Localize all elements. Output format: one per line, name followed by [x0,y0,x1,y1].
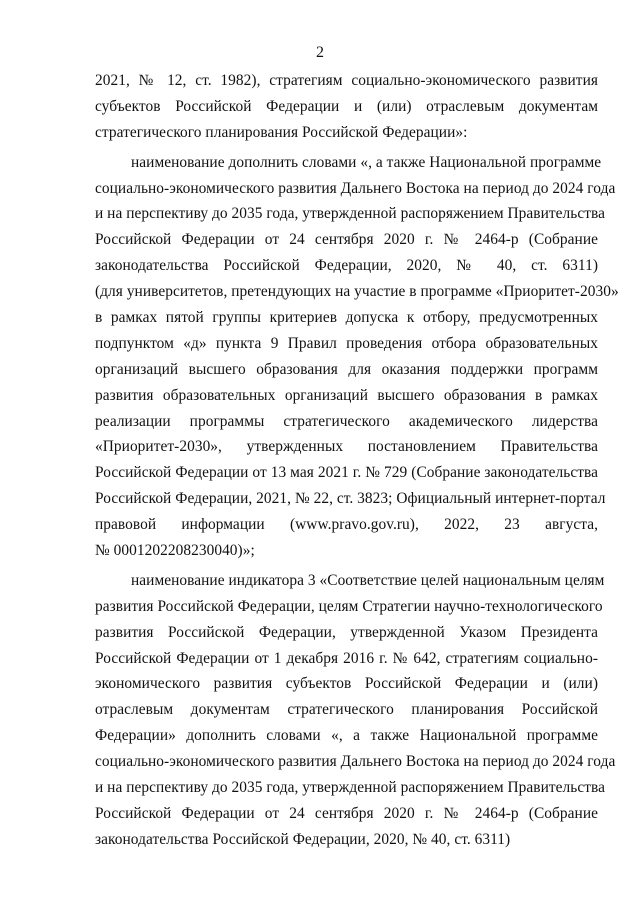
text-line: субъектов Российской Федерации и (или) отраслевым документам [95,97,598,115]
text-line: 2021, № 12, ст. 1982), стратегиям социально-экономического развития [95,72,598,89]
text-line: развития образовательных организаций высшего образования в рамках [95,386,598,404]
text-line: подпунктом «д» пункта 9 Правил проведения отбора образовательных [95,334,598,352]
text-line: социально-экономического развития Дальнего Востока на период до 2024 года [95,753,616,771]
text-line: правовой информации (www.pravo.gov.ru), 2022, 23 августа, [95,516,598,534]
text-line: и на перспективу до 2035 года, утвержденной распоряжением Правительства [95,779,606,797]
text-line: и на перспективу до 2035 года, утвержденной распоряжением Правительства [95,205,606,223]
text-line: законодательства Российской Федерации, 2020, № 40, ст. 6311) [95,830,511,848]
text-line: наименование индикатора 3 «Соответствие целей национальным целям [131,571,605,589]
text-line: «Приоритет-2030», утвержденных постановлением Правительства [95,438,598,456]
text-line: Российской Федерации от 24 сентября 2020 г. № 2464-р (Собрание [95,231,598,249]
text-line: законодательства Российской Федерации, 2020, № 40, ст. 6311) [95,257,598,275]
text-line: развития Российской Федерации, утвержденной Указом Президента [95,623,598,641]
text-line: отраслевым документам стратегического планирования Российской [95,701,598,719]
text-line: № 0001202208230040)»; [95,542,255,560]
text-line: Российской Федерации от 1 декабря 2016 г. № 642, стратегиям социально- [95,649,598,667]
text-line: в рамках пятой группы критериев допуска к отбору, предусмотренных [95,309,598,327]
text-line: развития Российской Федерации, целям Стратегии научно-технологического [95,597,603,615]
text-line: (для университетов, претендующих на участие в программе «Приоритет-2030» [95,283,619,301]
text-line: наименование дополнить словами «, а также Национальной программе [131,153,602,171]
text-line: Федерации» дополнить словами «, а также Национальной программе [95,727,598,745]
text-line: Российской Федерации, 2021, № 22, ст. 3823; Официальный интернет-портал [95,490,606,508]
page-number: 2 [316,44,324,61]
text-line: социально-экономического развития Дальнего Востока на период до 2024 года [95,179,616,197]
text-line: Российской Федерации от 24 сентября 2020 г. № 2464-р (Собрание [95,804,598,822]
document-body [95,68,619,853]
paragraph [95,68,598,146]
text-line: Российской Федерации от 13 мая 2021 г. № 729 (Собрание законодательства [95,464,598,482]
text-line: стратегического планирования Российской Федерации»: [95,123,468,141]
text-line: организаций высшего образования для оказания поддержки программ [95,360,598,378]
paragraph [95,568,616,853]
text-line: экономического развития субъектов Российской Федерации и (или) [95,675,598,693]
paragraph [95,150,619,564]
text-line: реализации программы стратегического академического лидерства [95,412,598,430]
